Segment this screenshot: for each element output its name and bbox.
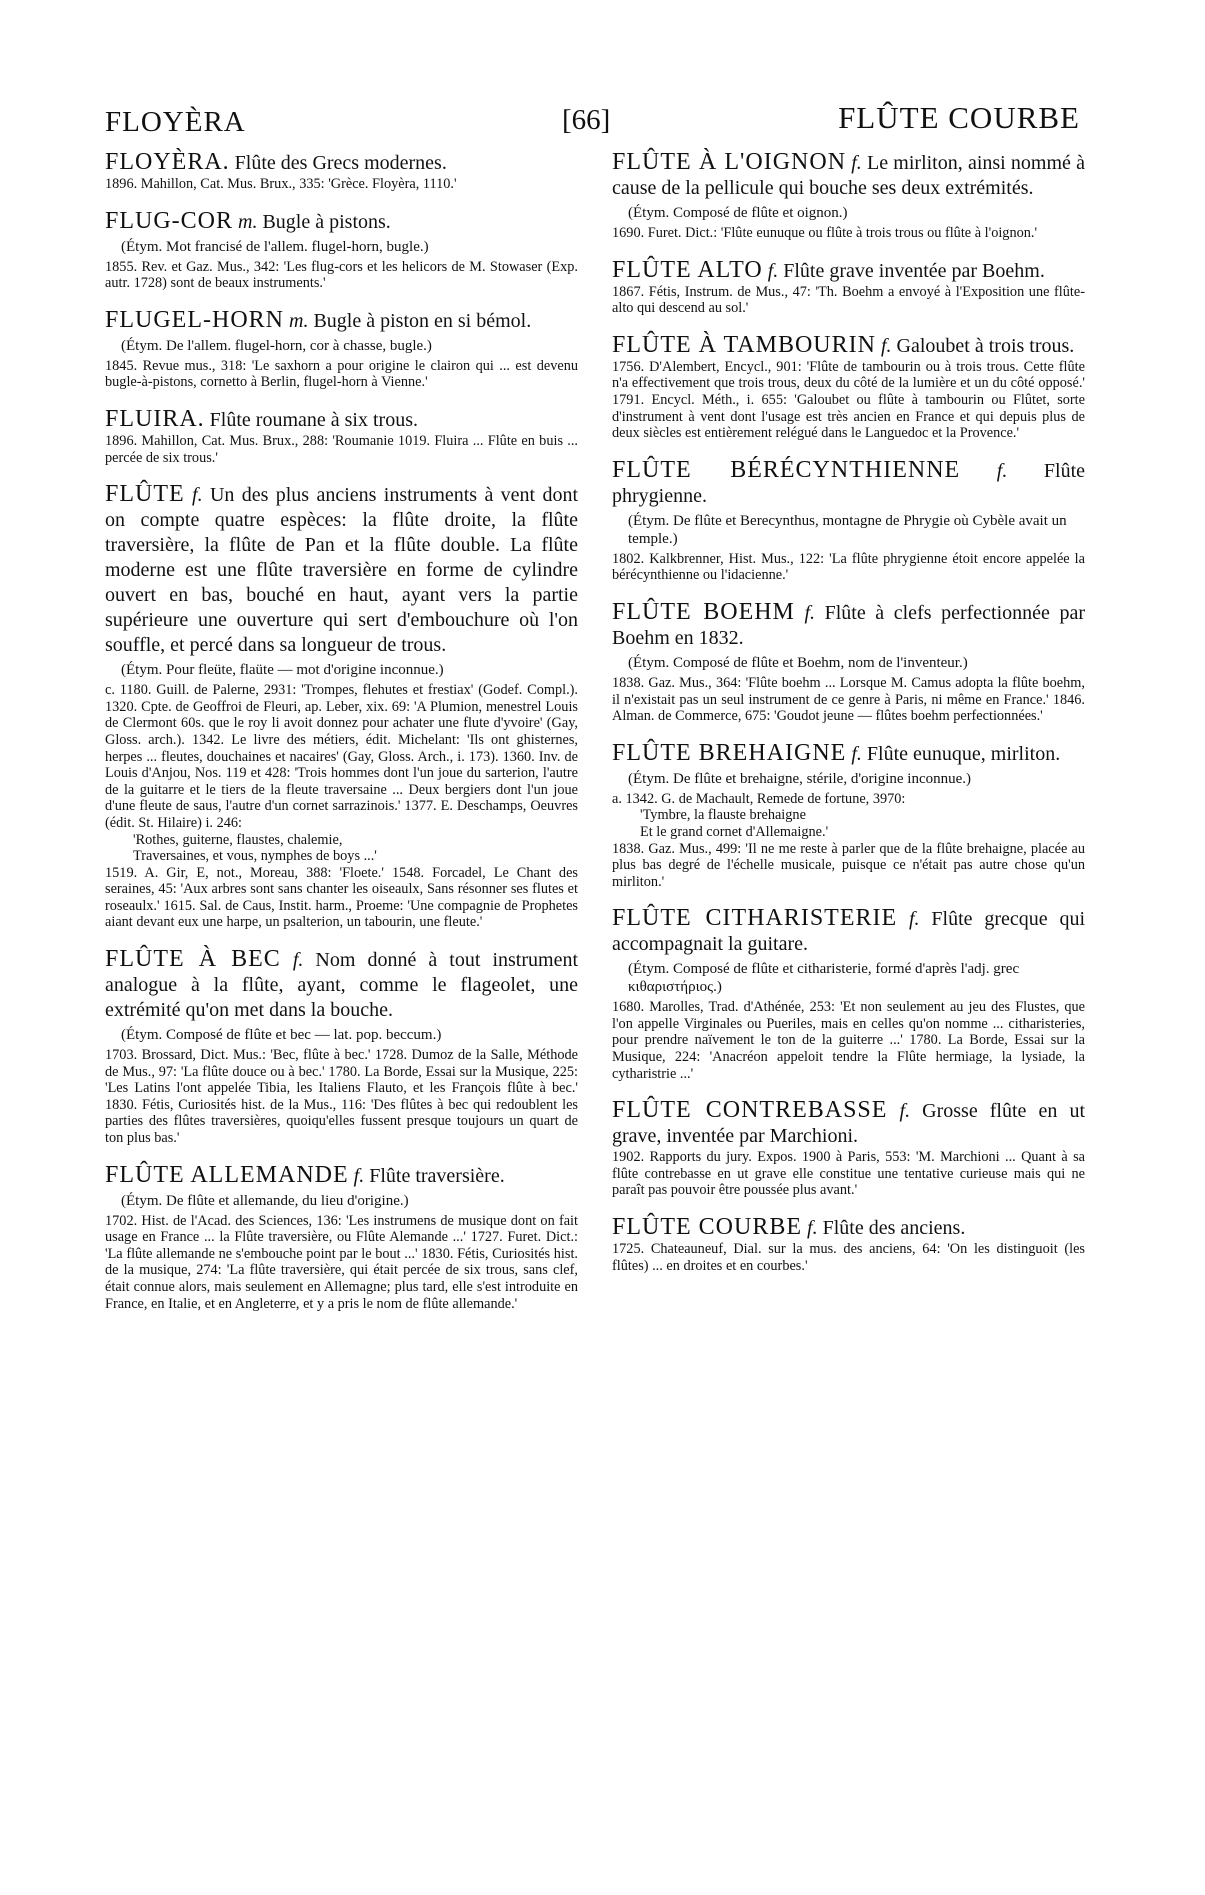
entry-headword-line — [612, 458, 1085, 509]
dictionary-entry — [612, 1215, 1085, 1274]
headword: FLÛTE BOEHM — [612, 598, 795, 625]
part-of-speech: m. — [238, 210, 258, 233]
part-of-speech: f. — [192, 484, 203, 507]
part-of-speech: f. — [292, 949, 304, 972]
headword: FLUG-COR — [105, 207, 234, 234]
definition: Grosse flûte en ut grave, inventée par Marchioni. — [612, 1100, 1086, 1148]
headword: FLÛTE ALLEMANDE — [105, 1161, 349, 1188]
citation: 1680. Marolles, Trad. d'Athénée, 253: 'Et non seulement au jeu des Flustes, que l'on appelle Virginales ou Pueriles, mais en celles qu'on nomme ... citharisteries, pour prendre naïvement le ton de la guiterre ...' 1780. La Borde, Essai sur la Musique, 224: 'Anacréon appeloit tendre la Flûte hermiage, la lysiade, la cytharistrie ...' — [612, 999, 1085, 1082]
part-of-speech: f. — [909, 908, 920, 931]
definition: Flûte eunuque, mirliton. — [866, 742, 1061, 765]
definition: Un des plus anciens instruments à vent dont on compte quatre espèces: la flûte droite, la flûte traversière, la flûte de Pan et la flûte double. La flûte moderne est une flûte traversière en forme de cylindre ouvert en bas, bouché en haut, ayant vers la partie supérieure une ouverture qui sert d'embouchure où l'on souffle, et percé dans sa longueur de trous. — [105, 484, 579, 657]
dictionary-entry — [105, 482, 578, 931]
definition: Flûte grave inventée par Boehm. — [783, 259, 1045, 282]
entry-headword-line — [105, 482, 578, 658]
dictionary-entry — [612, 1098, 1085, 1199]
entry-headword-line — [612, 906, 1085, 957]
etymology: (Étym. De l'allem. flugel-horn, cor à chasse, bugle.) — [121, 337, 432, 354]
dictionary-entry — [612, 600, 1085, 725]
citation: 1703. Brossard, Dict. Mus.: 'Bec, flûte à bec.' 1728. Dumoz de la Salle, Méthode de Mus., 97: 'La flûte douce ou à bec.' 1780. La Borde, Essai sur la Musique, 225: 'Les Latins l'ont appelée Tibia, les Italiens Flauto, et les François flûte à bec.' 1830. Fétis, Curiosités hist. de la Mus., 116: 'Des flûtes à bec qui redoublent les parties des flûtes traversières, quoiqu'elles fussent presque toujours un quart de ton plus bas.' — [105, 1047, 578, 1147]
entry-headword-line — [105, 308, 578, 334]
citation: 1802. Kalkbrenner, Hist. Mus., 122: 'La flûte phrygienne étoit encore appelée la bérécynthienne ou l'idacienne.' — [612, 550, 1085, 584]
part-of-speech: f. — [880, 334, 892, 357]
dictionary-entry — [105, 947, 578, 1147]
entry-headword-line — [612, 150, 1085, 201]
definition: Flûte à clefs perfectionnée par Boehm en 1832. — [612, 601, 1086, 649]
running-head-left: FLOYÈRA — [105, 106, 246, 138]
citation: a. 1342. G. de Machault, Remede de fortune, 3970: — [612, 790, 906, 807]
citation: 1902. Rapports du jury. Expos. 1900 à Paris, 553: 'M. Marchioni ... Quant à sa flûte contrebasse en ut grave elle constitue une tentative curieuse mais qui ne paraît pas pouvoir être poussée plus avant.' — [612, 1149, 1085, 1199]
entry-headword-line — [105, 150, 578, 176]
headword: FLÛTE BÉRÉCYNTHIENNE — [612, 456, 961, 483]
citation: 1702. Hist. de l'Acad. des Sciences, 136: 'Les instrumens de musique dont on fait usage en France ... la Flûte traversière, ou Flûte Alemande ...' 1727. Furet. Dict.: 'La flûte allemande ne s'embouche point par le bout ...' 1830. Fétis, Curiosités hist. de la musique, 274: 'La flûte traversière, qui était percée de six trous, sans clef, était connue alors, mais seulement en Allemagne; plus tard, elle s'est introduite en France, en Italie, et en Angleterre, et y a pris le nom de flûte allemande.' — [105, 1212, 578, 1312]
part-of-speech: f. — [807, 1217, 818, 1240]
etymology: (Étym. Composé de flûte et oignon.) — [628, 205, 848, 221]
dictionary-entry — [105, 1163, 578, 1313]
citation: 1896. Mahillon, Cat. Mus. Brux., 335: 'Grèce. Floyèra, 1110.' — [105, 176, 457, 192]
dictionary-entry — [612, 150, 1085, 242]
citation: 1855. Rev. et Gaz. Mus., 342: 'Les flug-cors et les helicors de M. Stowaser (Exp. autr. 1728) sont de beaux instruments.' — [105, 258, 578, 292]
etymology: (Étym. De flûte et Berecynthus, montagne de Phrygie où Cybèle avait un temple.) — [628, 512, 1067, 547]
etymology: (Étym. Mot francisé de l'allem. flugel-horn, bugle.) — [121, 238, 429, 255]
part-of-speech: f. — [804, 601, 816, 624]
entry-headword-line — [612, 600, 1085, 651]
definition: Flûte des Grecs modernes. — [234, 152, 447, 174]
part-of-speech: f. — [996, 459, 1008, 482]
headword: FLUGEL-HORN — [105, 306, 284, 333]
dictionary-entry — [612, 458, 1085, 584]
entry-headword-line — [612, 258, 1085, 284]
headword: FLÛTE À TAMBOURIN — [612, 331, 876, 358]
page-number: [66] — [562, 104, 611, 136]
dictionary-entry — [612, 906, 1085, 1082]
etymology: (Étym. De flûte et brehaigne, stérile, d'origine inconnue.) — [628, 770, 972, 787]
etymology: (Étym. De flûte et allemande, du lieu d'origine.) — [121, 1192, 409, 1209]
dictionary-entry — [612, 258, 1085, 317]
right-column — [612, 150, 1085, 1290]
citation: 1756. D'Alembert, Encycl., 901: 'Flûte de tambourin ou à trois trous. Cette flûte n'a effectivement que trois trous, deux du côté de la lumière et un du côté opposé.' 1791. Encycl. Méth., i. 655: 'Galoubet ou flûte à tambourin ou Flûtet, sorte d'instrument à vent dont l'usage est très ancien en France et qui depuis plus de deux siècles est entièrement relégué dans le Languedoc et la Provence.' — [612, 358, 1085, 442]
citation: 1867. Fétis, Instrum. de Mus., 47: 'Th. Boehm a envoyé à l'Exposition une flûte-alto qui descend au sol.' — [612, 283, 1085, 317]
part-of-speech: f. — [851, 742, 862, 765]
headword: FLÛTE CITHARISTERIE — [612, 905, 898, 932]
part-of-speech: f. — [353, 1164, 365, 1187]
part-of-speech: m. — [289, 309, 309, 332]
etymology: (Étym. Pour fleüte, flaüte — mot d'origine inconnue.) — [121, 662, 444, 679]
dictionary-entry — [105, 209, 578, 292]
definition: Flûte traversière. — [369, 1164, 505, 1187]
headword: FLÛTE COURBE — [612, 1214, 803, 1241]
dictionary-entry — [105, 150, 578, 193]
dictionary-entry — [612, 333, 1085, 442]
definition: Flûte phrygienne. — [612, 459, 1086, 507]
citation: 1838. Gaz. Mus., 499: 'Il ne me reste à parler que de la flûte brehaigne, placée au plus bas degré de l'échelle musicale, puisque ce n'était pas autre chose qu'un mirliton.' — [612, 840, 1085, 890]
dictionary-entry — [105, 308, 578, 391]
definition: Flûte roumane à six trous. — [209, 408, 418, 431]
headword: FLÛTE — [105, 481, 185, 508]
entry-headword-line — [105, 947, 578, 1023]
entry-headword-line — [612, 741, 1085, 767]
headword: FLÛTE À L'OIGNON — [612, 149, 847, 175]
citation: 1845. Revue mus., 318: 'Le saxhorn a pour origine le clairon qui ... est devenu bugle-à-pistons, cornetto à Berlin, flugel-horn à Vienne.' — [105, 357, 578, 391]
citation: c. 1180. Guill. de Palerne, 2931: 'Trompes, flehutes et frestiax' (Godef. Compl.). 1320. Cpte. de Geoffroi de Fleuri, ap. Leber, xix. 69: 'A Plumion, menestrel Louis de Clermont 60s. que le roy li avoit donnez pour achater une flute d'yvoire' (Gay, Gloss. arch.). 1342. Le livre des métiers, édit. Michelant: 'Ils ont ghisternes, herpes ... fleutes, douchaines et nacaires' (Gay, Gloss. Arch., i. 173). 1360. Inv. de Louis d'Anjou, Nos. 119 et 428: 'Trois hommes dont l'un joue du sarterion, l'autre de la guitarre et le tiers de la fleute traversaine ... Deux bergiers dont l'un joue d'une fleute de saus, l'autre d'un cornet sarrazinois.' 1377. E. Deschamps, Oeuvres (édit. St. Hilaire) i. 246: — [105, 682, 578, 831]
definition: Bugle à piston en si bémol. — [313, 309, 532, 332]
definition: Flûte des anciens. — [822, 1217, 966, 1240]
dictionary-entry — [105, 407, 578, 466]
verse-line: Et le grand cornet d'Allemaigne.' — [640, 823, 829, 840]
headword: FLUIRA. — [105, 405, 205, 432]
verse-line: 'Tymbre, la flauste brehaigne — [640, 807, 806, 824]
entry-headword-line — [612, 1215, 1085, 1241]
citation: 1725. Chateauneuf, Dial. sur la mus. des anciens, 64: 'On les distinguoit (les flûtes) ... en droites et en courbes.' — [612, 1241, 1085, 1274]
running-head-right: FLÛTE COURBE — [838, 100, 1080, 135]
etymology: (Étym. Composé de flûte et Boehm, nom de l'inventeur.) — [628, 654, 968, 671]
headword: FLÛTE BREHAIGNE — [612, 739, 847, 766]
etymology: (Étym. Composé de flûte et bec — lat. pop. beccum.) — [121, 1027, 442, 1044]
headword: FLÛTE CONTREBASSE — [612, 1097, 888, 1124]
dictionary-entry — [612, 741, 1085, 891]
part-of-speech: f. — [767, 259, 779, 282]
citation: 1838. Gaz. Mus., 364: 'Flûte boehm ... Lorsque M. Camus adopta la flûte boehm, il n'existait pas un seul instrument de ce genre à Paris, ni même en France.' 1846. Alman. de Commerce, 675: 'Goudot jeune — flûtes boehm perfectionnées.' — [612, 674, 1085, 725]
verse-line: 'Rothes, guiterne, flaustes, chalemie, — [133, 831, 343, 848]
verse-line: Traversaines, et vous, nymphes de boys ...' — [133, 848, 377, 865]
definition: Flûte grecque qui accompagnait la guitare. — [612, 908, 1086, 956]
headword: FLÛTE ALTO — [612, 256, 763, 283]
entry-headword-line — [612, 1098, 1085, 1149]
citation: 1519. A. Gir, E, not., Moreau, 388: 'Floete.' 1548. Forcadel, Le Chant des seraines, 45: 'Aux arbres sont sans chanter les oiseaulx, Sans résonner ses flutes et roseaulx.' 1615. Sal. de Caus, Instit. harm., Proeme: 'Une compagnie de Prophetes aiant devant eux une harpe, un psalterion, un tabourin, une fleute.' — [105, 864, 578, 931]
entry-headword-line — [105, 1163, 578, 1189]
headword: FLOYÈRA. — [105, 149, 230, 175]
citation: 1896. Mahillon, Cat. Mus. Brux., 288: 'Roumanie 1019. Fluira ... Flûte en buis ... percée de six trous.' — [105, 432, 578, 466]
definition: Bugle à pistons. — [262, 210, 391, 233]
definition: Galoubet à trois trous. — [896, 334, 1075, 357]
part-of-speech: f. — [851, 152, 862, 174]
definition: Nom donné à tout instrument analogue à la flûte, ayant, comme le flageolet, une extrémité qu'on met dans la bouche. — [105, 949, 579, 1022]
entry-headword-line — [105, 209, 578, 235]
entry-headword-line — [105, 407, 578, 433]
citation: 1690. Furet. Dict.: 'Flûte eunuque ou flûte à trois trous ou flûte à l'oignon.' — [612, 225, 1038, 241]
etymology: (Étym. Composé de flûte et citharisterie, formé d'après l'adj. grec κιθαριστήριος.) — [628, 961, 1020, 996]
part-of-speech: f. — [899, 1100, 911, 1123]
headword: FLÛTE À BEC — [105, 946, 281, 973]
left-column — [105, 150, 578, 1328]
definition: Le mirliton, ainsi nommé à cause de la pellicule qui bouche ses deux extrémités. — [612, 152, 1085, 199]
page-header — [105, 100, 1080, 144]
entry-headword-line — [612, 333, 1085, 359]
